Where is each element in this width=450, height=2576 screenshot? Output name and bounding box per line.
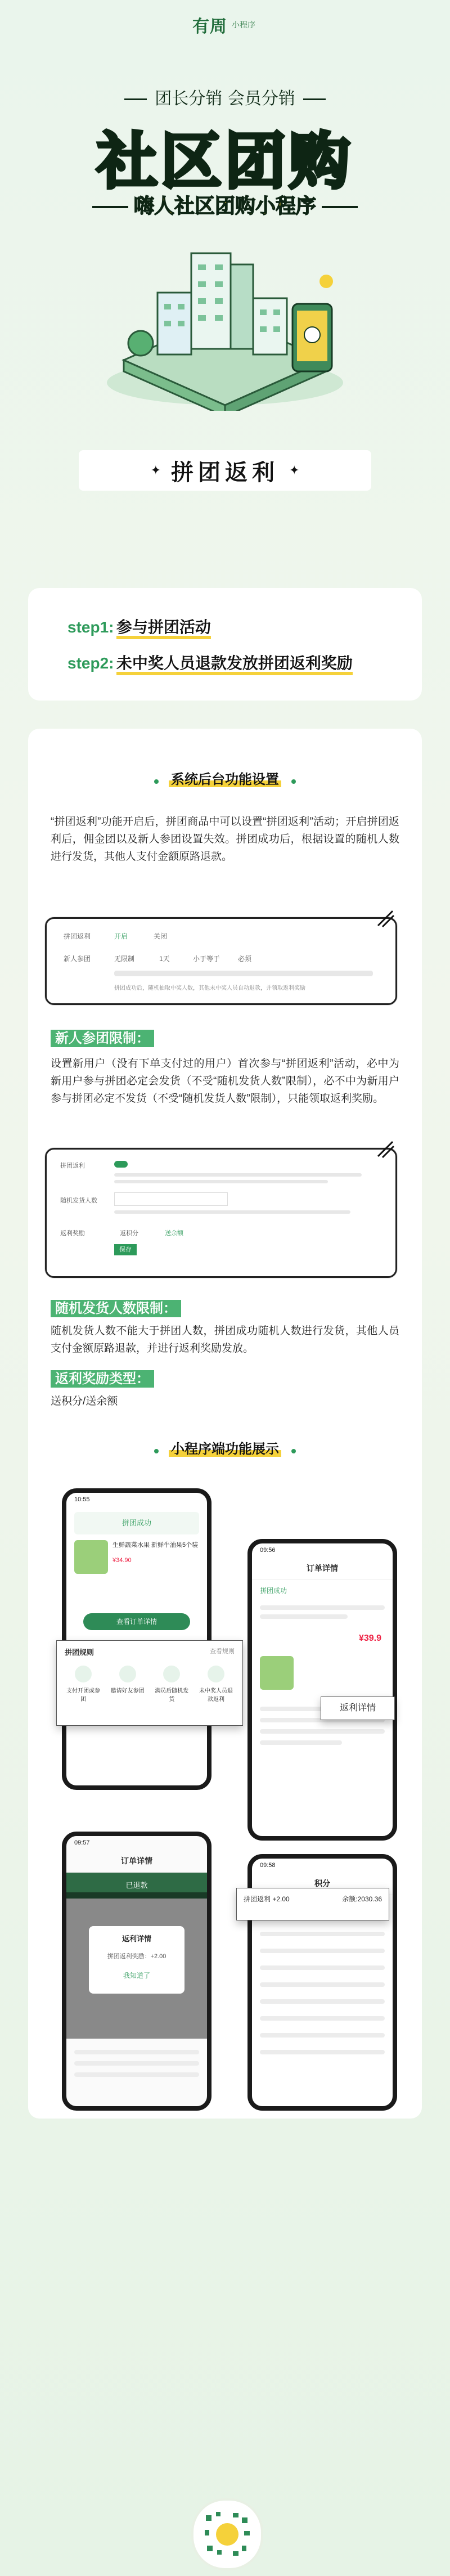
corner-accent-icon xyxy=(376,1139,395,1159)
product-thumbnail xyxy=(74,1540,108,1574)
points-record-popup xyxy=(236,1888,389,1920)
mock1-label2: 新人参团 xyxy=(64,955,91,963)
phone3-popup xyxy=(89,1926,184,1994)
mock2-opt-a[interactable]: 返积分 xyxy=(120,1230,138,1237)
main-title: 社区团购 xyxy=(96,127,353,197)
settings-screenshot-1 xyxy=(45,917,397,1005)
backend-heading: 系统后台功能设置 xyxy=(169,772,281,787)
phone2-status: 拼团成功 xyxy=(260,1587,287,1595)
random-title-wrap xyxy=(51,1297,181,1317)
intro-paragraph: “拼团返利”功能开启后，拼团商品中可以设置“拼团返利”活动；开启拼团返利后，佣金团以及新人参团设置失效。拼团成功后，根据设置的随机人数进行发货，其他人支付金额原路退款。 xyxy=(51,816,399,863)
mock1-opt-b[interactable]: 1天 xyxy=(159,955,170,963)
star-icon: ✦ xyxy=(289,463,300,477)
rules-popup-more[interactable]: 查看规则 xyxy=(210,1648,235,1655)
phone4-title: 积分 xyxy=(252,1872,393,1895)
rule-step-2: 邀请好友参团 xyxy=(110,1688,145,1694)
newuser-title: 新人参团限制： xyxy=(51,1030,154,1047)
step1-label: step1: xyxy=(68,618,114,636)
reward-title-wrap xyxy=(51,1367,154,1387)
phone3-popup-button[interactable]: 我知道了 xyxy=(123,1972,150,1980)
mock1-opt-c[interactable]: 小于等于 xyxy=(193,955,220,963)
section-title-group-rebate xyxy=(79,450,371,491)
step1-row xyxy=(68,615,211,638)
phone3-popup-line: 拼团返利奖励：+2.00 xyxy=(107,1953,166,1960)
step2-row xyxy=(68,651,353,674)
rules-popup xyxy=(56,1640,243,1726)
mock2-toggle[interactable] xyxy=(114,1161,128,1168)
phone1-product: 生鲜蔬菜水果 新鲜牛油果5个装 xyxy=(112,1542,199,1549)
rule-step-3: 满员后随机发货 xyxy=(155,1688,189,1703)
phone-mockup-1 xyxy=(62,1488,212,1790)
points-line1: 拼团返利 +2.00 xyxy=(244,1895,290,1903)
product-thumbnail xyxy=(260,1656,294,1690)
miniapp-heading: 小程序端功能展示 xyxy=(169,1442,281,1457)
qr-code xyxy=(191,2498,263,2570)
phone1-time: 10:55 xyxy=(74,1496,90,1503)
section-title-text: 拼团返利 xyxy=(171,460,279,485)
mock2-label2: 随机发货人数 xyxy=(60,1197,97,1204)
step2-text: 未中奖人员退款发放拼团返利奖励 xyxy=(116,654,353,675)
phone3-time: 09:57 xyxy=(74,1839,90,1846)
phone3-title: 订单详情 xyxy=(66,1850,207,1873)
mock1-footer: 拼团成功后，随机抽取中奖人数，其他未中奖人员自动退款，并领取返利奖励 xyxy=(114,985,305,991)
mock2-label1: 拼团返利 xyxy=(60,1163,85,1169)
star-icon: ✦ xyxy=(150,463,161,477)
mock1-opt-a[interactable]: 无限制 xyxy=(114,955,135,963)
city-illustration xyxy=(90,231,360,411)
mock2-input[interactable] xyxy=(114,1192,228,1206)
phone3-banner: 已退款 xyxy=(66,1873,207,1899)
mock2-label3: 返利奖励 xyxy=(60,1230,85,1237)
points-line2: 余额:2030.36 xyxy=(342,1895,382,1903)
mock1-opt1[interactable]: 开启 xyxy=(114,932,128,940)
steps-card xyxy=(28,588,422,701)
mock2-save-button[interactable]: 保存 xyxy=(114,1244,137,1255)
reward-title: 返利奖励类型： xyxy=(51,1370,154,1388)
corner-accent-icon xyxy=(376,909,395,928)
step1-text: 参与拼团活动 xyxy=(116,618,211,639)
random-title: 随机发货人数限制： xyxy=(51,1300,181,1317)
phone-mockup-2 xyxy=(248,1539,397,1841)
phone1-price: ¥34.90 xyxy=(112,1557,132,1564)
phone-mockup-3 xyxy=(62,1832,212,2111)
view-order-button[interactable]: 查看订单详情 xyxy=(83,1613,190,1630)
backend-heading-wrap xyxy=(28,768,422,788)
newuser-title-wrap xyxy=(51,1027,154,1047)
rule-step-4: 未中奖人员退款返利 xyxy=(199,1688,233,1703)
subtitle: 嗨人社区团购小程序 xyxy=(0,190,450,219)
phone1-status: 拼团成功 xyxy=(74,1512,199,1534)
logo-subtitle: 小程序 xyxy=(232,20,255,29)
mock1-opt-d[interactable]: 必须 xyxy=(238,955,252,963)
rules-popup-title: 拼团规则 xyxy=(65,1648,94,1657)
phone2-total: ¥39.9 xyxy=(358,1633,381,1643)
mock1-label1: 拼团返利 xyxy=(64,932,91,940)
step2-label: step2: xyxy=(68,654,114,672)
phone3-popup-title: 返利详情 xyxy=(122,1935,151,1943)
reward-text: 送积分/送余额 xyxy=(51,1395,118,1407)
mock1-opt2[interactable]: 关闭 xyxy=(154,932,168,940)
settings-screenshot-2 xyxy=(45,1148,397,1278)
random-paragraph: 随机发货人数不能大于拼团人数，拼团成功随机人数进行发货，其他人员支付金额原路退款，并进行返利奖励发放。 xyxy=(51,1325,399,1354)
phone4-time: 09:58 xyxy=(260,1862,276,1869)
miniapp-heading-wrap xyxy=(28,1438,422,1457)
logo: 有周 xyxy=(192,17,227,36)
newuser-paragraph: 设置新用户（没有下单支付过的用户）首次参与“拼团返利”活动，必中为新用户参与拼团必定会发货（不受“随机发货人数”限制），必不中为新用户参与拼团必定不发货（不受“随机发货人数”限制），只能领取返利奖励。 xyxy=(51,1058,399,1105)
rule-step-1: 支付开团或参团 xyxy=(66,1688,100,1703)
phone2-title: 订单详情 xyxy=(252,1557,393,1580)
backend-settings-card xyxy=(28,729,422,2119)
tagline: 团长分销 会员分销 xyxy=(0,84,450,109)
mock2-opt-b[interactable]: 送余额 xyxy=(165,1230,183,1237)
rebate-detail-tag[interactable]: 返利详情 xyxy=(321,1697,395,1720)
phone2-time: 09:56 xyxy=(260,1547,276,1554)
